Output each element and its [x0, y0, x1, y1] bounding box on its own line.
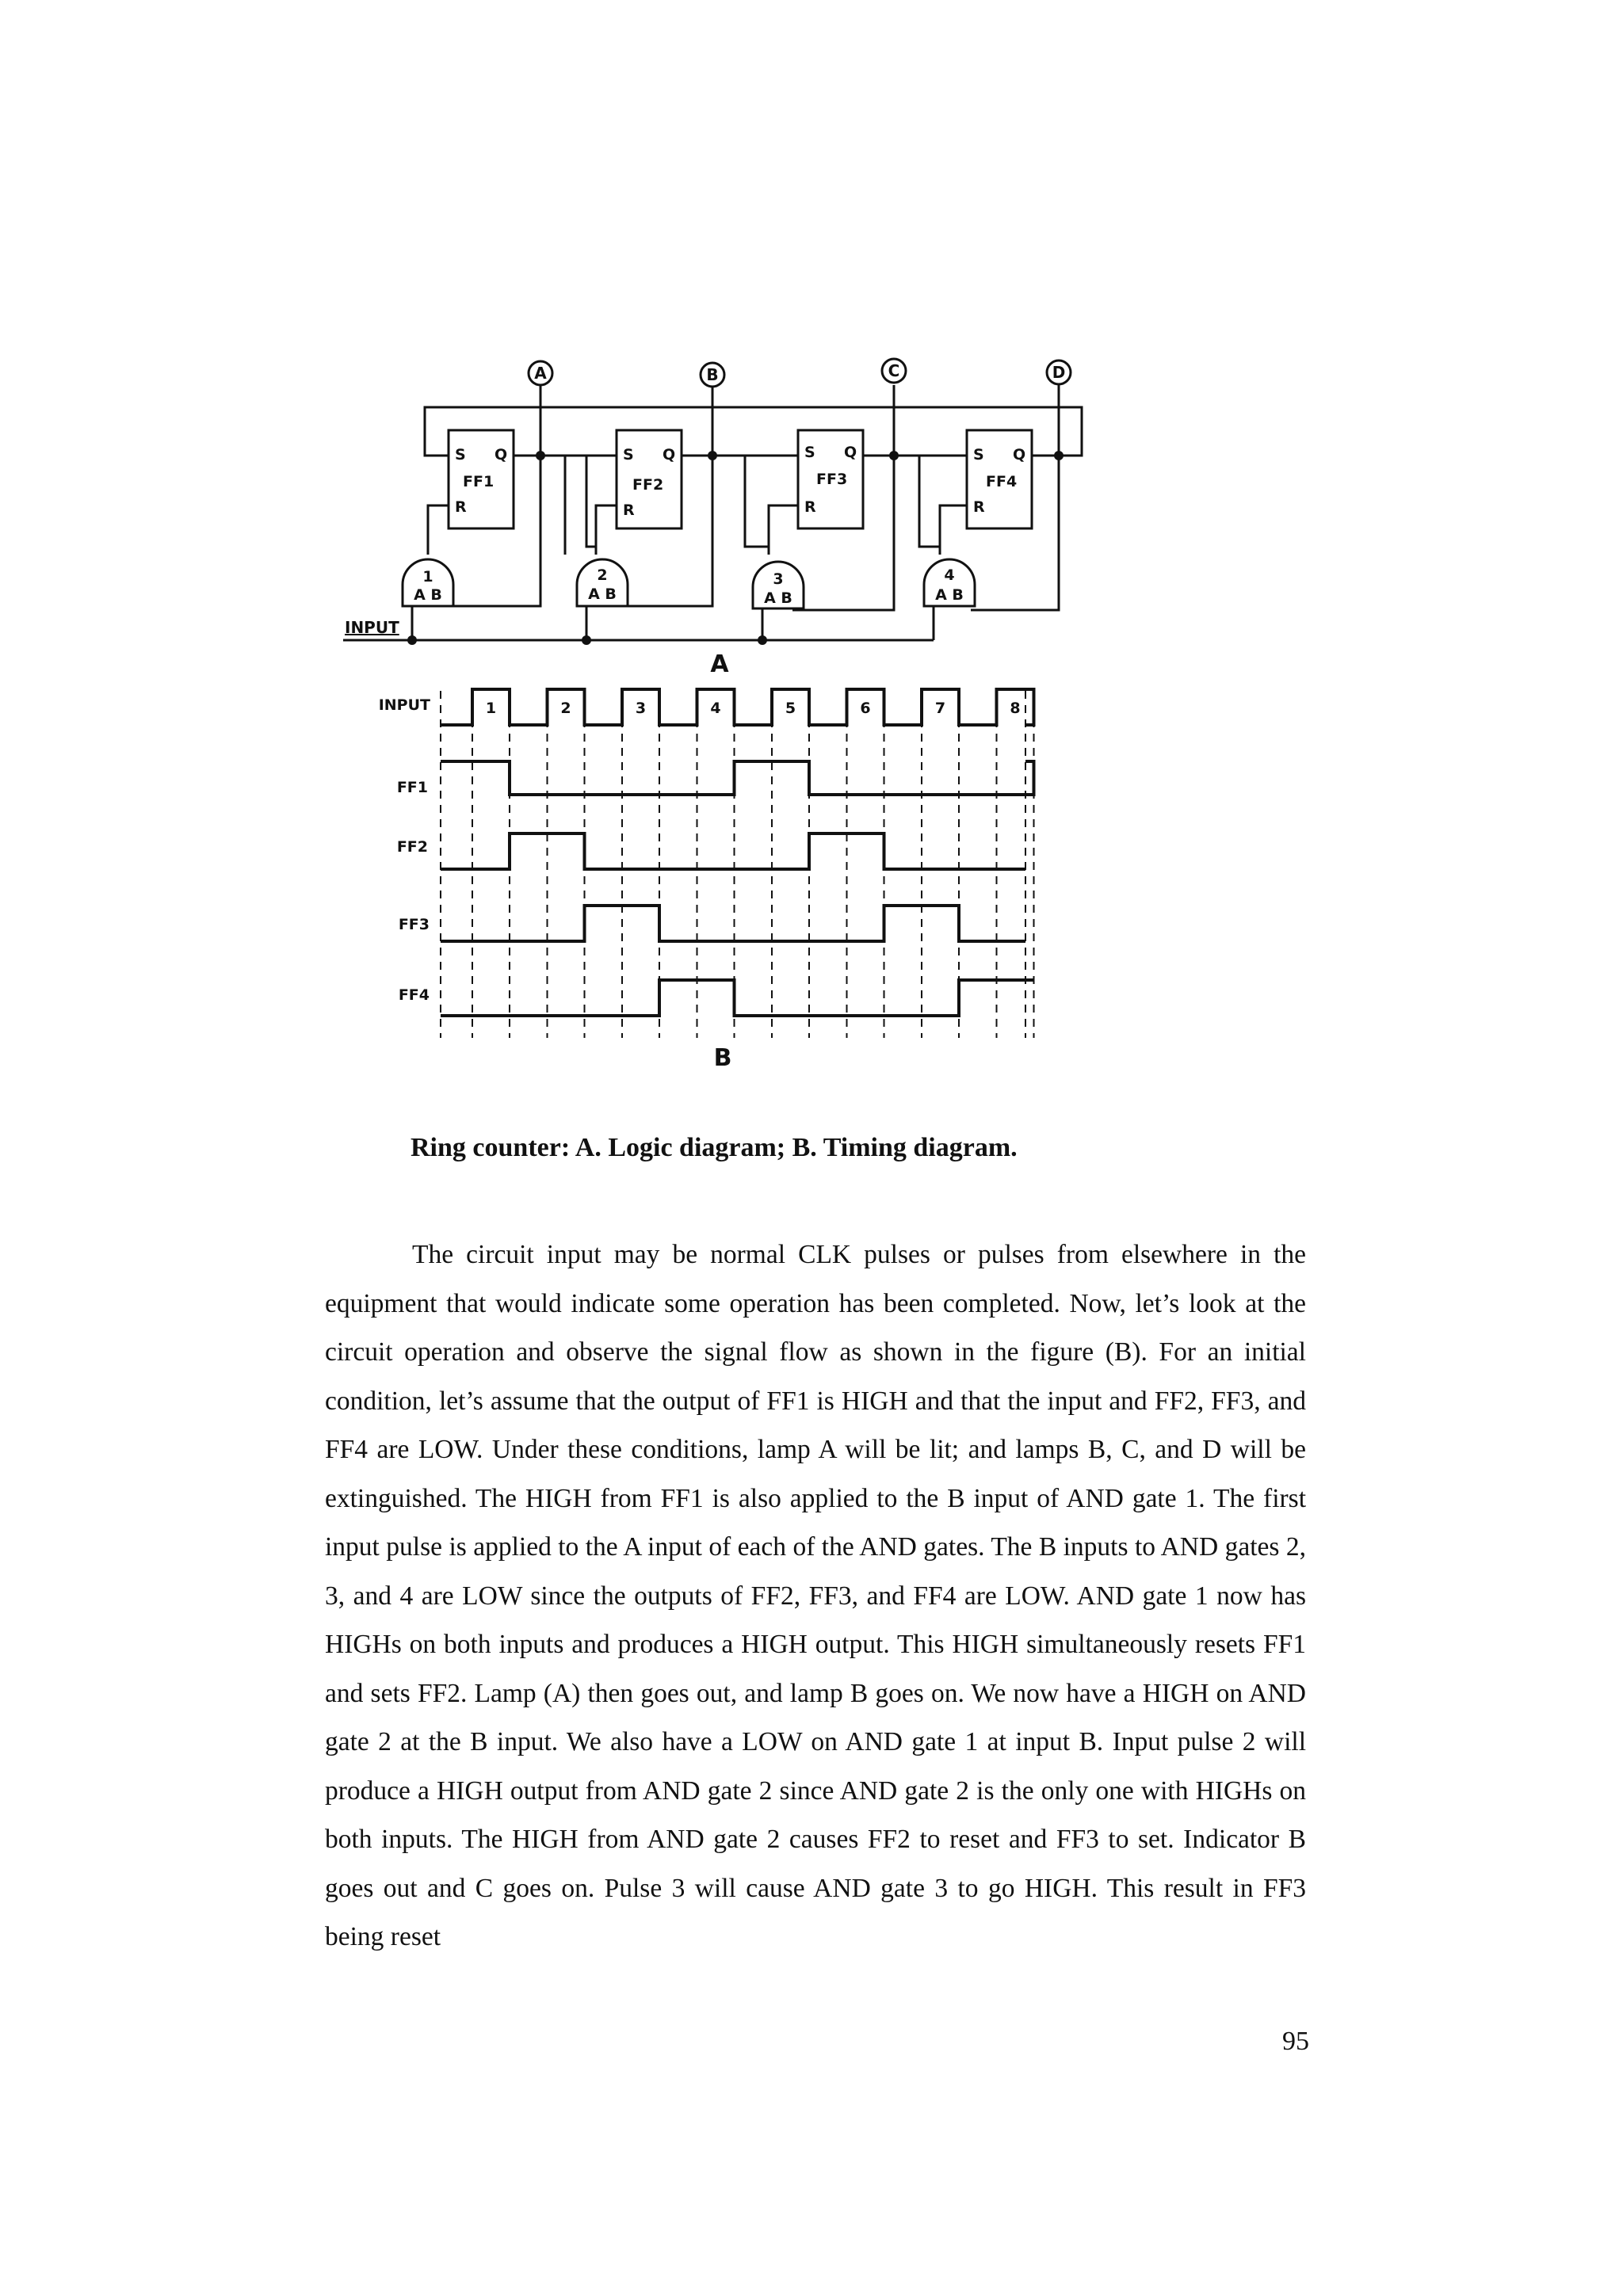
- lamp-b-label: B: [706, 365, 719, 384]
- gate4-inputs: A B: [935, 586, 964, 604]
- body-paragraph: The circuit input may be normal CLK pulses or pulses from elsewhere in the equipment that would indicate some operation has been completed. Now, let’s look at the circuit operation and observe the signal flow as shown in the figure (B). For an initial condition, let’s assume that the output of FF1 is HIGH and that the input and FF2, FF3, and FF4 are LOW. Under these conditions, lamp A will be lit; and lamps B, C, and D will be extinguished. The HIGH from FF1 is also applied to the B input of AND gate 1. The first input pulse is applied to the A input of each of the AND gates. The B inputs to AND gates 2, 3, and 4 are LOW since the outputs of FF2, FF3, and FF4 are LOW. AND gate 1 now has HIGHs on both inputs and produces a HIGH output. This HIGH simultaneously resets FF1 and sets FF2. Lamp (A) then goes out, and lamp B goes on. We now have a HIGH on AND gate 2 at the B input. We also have a LOW on AND gate 1 at input B. Input pulse 2 will produce a HIGH output from AND gate 2 since AND gate 2 is the only one with HIGHs on both inputs. The HIGH from AND gate 2 causes FF2 to reset and FF3 to set. Indicator B goes out and C goes on. Pulse 3 will cause AND gate 3 to go HIGH. This result in FF3 being reset: [325, 1240, 1306, 1951]
- row-label-ff1: FF1: [396, 779, 428, 796]
- gate4-output: [940, 505, 967, 555]
- ff2-q: Q: [663, 446, 676, 463]
- panel-label-a: A: [710, 650, 729, 678]
- lamps: [529, 359, 1071, 387]
- ff4-q: Q: [1013, 446, 1026, 463]
- pulse-label: 1: [485, 700, 497, 717]
- ff3-name: FF3: [816, 471, 848, 488]
- ff4-waveform: [441, 980, 1034, 1016]
- timing-diagram: [379, 689, 1034, 1072]
- figure-caption: Ring counter: A. Logic diagram; B. Timing diagram.: [411, 1133, 1018, 1162]
- ff3-r: R: [804, 498, 816, 516]
- gate3-inputs: A B: [764, 589, 792, 607]
- ff1-q: Q: [495, 446, 508, 463]
- pulse-label: 5: [785, 700, 796, 717]
- ff2-name: FF2: [632, 476, 664, 494]
- ff1-s: S: [455, 446, 466, 463]
- ff2-waveform: [441, 833, 1025, 869]
- ff4-r: R: [973, 498, 985, 516]
- gate2-number: 2: [597, 566, 608, 584]
- ff1-name: FF1: [463, 473, 495, 490]
- row-label-input: INPUT: [378, 696, 430, 714]
- lamp-c-label: C: [888, 361, 900, 380]
- ff1-waveform: [441, 761, 1034, 795]
- ff1-r: R: [455, 498, 467, 516]
- pulse-label: 6: [860, 700, 871, 717]
- row-label-ff2: FF2: [396, 838, 428, 856]
- gate3-number: 3: [773, 570, 784, 588]
- pulse-label: 2: [560, 700, 571, 717]
- gate1-number: 1: [422, 568, 433, 585]
- ff3-q: Q: [844, 444, 857, 461]
- gate2-output: [596, 505, 617, 555]
- pulse-label: 7: [934, 700, 946, 717]
- logic-diagram: [343, 385, 1082, 640]
- pulse-label: 8: [1010, 700, 1021, 717]
- ff2-r: R: [623, 502, 635, 519]
- gate1-output: [428, 505, 449, 555]
- ff3-s: S: [804, 444, 815, 461]
- panel-label-b: B: [713, 1044, 732, 1072]
- lamp-d-label: D: [1052, 363, 1066, 382]
- pulse-labels: [486, 700, 1021, 717]
- ff3-waveform: [441, 906, 1025, 941]
- page-number: 95: [1282, 2027, 1309, 2056]
- pulse-label: 4: [710, 700, 721, 717]
- ff2-s: S: [623, 446, 634, 463]
- row-label-ff3: FF3: [398, 916, 430, 933]
- gate1-inputs: A B: [414, 586, 442, 604]
- pulse-label: 3: [635, 700, 647, 717]
- lamp-a-label: A: [534, 364, 547, 383]
- timing-waveforms: [441, 689, 1034, 1016]
- s-feed-2: [586, 456, 596, 547]
- s-feed-3: [745, 456, 769, 547]
- s-feed-4: [919, 456, 940, 547]
- gate3-output: [769, 505, 798, 555]
- gate2-inputs: A B: [588, 585, 617, 603]
- gate4-number: 4: [944, 566, 955, 584]
- junction-dots: [407, 451, 1064, 645]
- logic-input-label: INPUT: [345, 618, 399, 637]
- timing-gridlines: [441, 691, 1034, 1038]
- ring-counter-figure: [0, 0, 1623, 1109]
- ff4-name: FF4: [986, 473, 1018, 490]
- ff4-s: S: [973, 446, 984, 463]
- row-label-ff4: FF4: [398, 986, 430, 1004]
